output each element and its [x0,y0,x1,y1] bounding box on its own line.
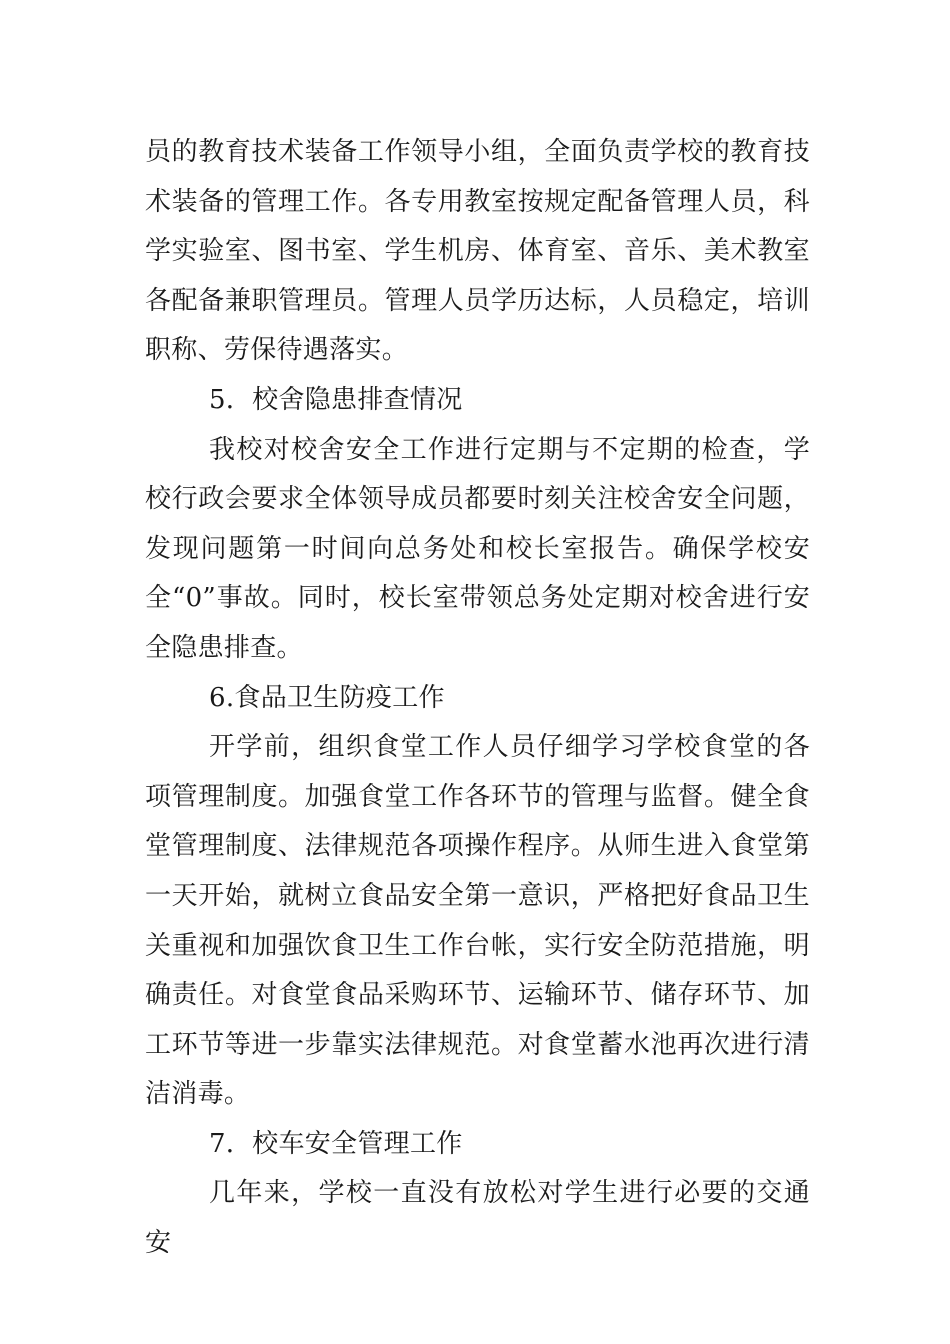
paragraph-school-building-safety: 我校对校舍安全工作进行定期与不定期的检查，学校行政会要求全体领导成员都要时刻关注校舍安全问题，发现问题第一时间向总务处和校长室报告。确保学校安全“0”事故。同时，校长室带领总务处定期对校舍进行安全隐患排查。 [145,434,810,663]
section-heading-7: 7．校车安全管理工作 [209,1128,463,1159]
section-heading-6: 6.食品卫生防疫工作 [209,682,445,713]
document-page [145,128,810,1269]
section-heading-5: 5．校舍隐患排查情况 [209,384,463,415]
paragraph-food-hygiene: 开学前，组织食堂工作人员仔细学习学校食堂的各项管理制度。加强食堂工作各环节的管理与监督。健全食堂管理制度、法律规范各项操作程序。从师生进入食堂第一天开始，就树立食品安全第一意识，严格把好食品卫生关重视和加强饮食卫生工作台帐，实行安全防范措施，明确责任。对食堂食品采购环节、运输环节、储存环节、加工环节等进一步靠实法律规范。对食堂蓄水池再次进行清洁消毒。 [145,732,810,1110]
paragraph-school-bus-safety: 几年来，学校一直没有放松对学生进行必要的交通安 [145,1178,810,1259]
paragraph-equipment-management: 员的教育技术装备工作领导小组，全面负责学校的教育技术装备的管理工作。各专用教室按规定配备管理人员，科学实验室、图书室、学生机房、体育室、音乐、美术教室各配备兼职管理员。管理人员学历达标，人员稳定，培训职称、劳保待遇落实。 [145,137,810,366]
